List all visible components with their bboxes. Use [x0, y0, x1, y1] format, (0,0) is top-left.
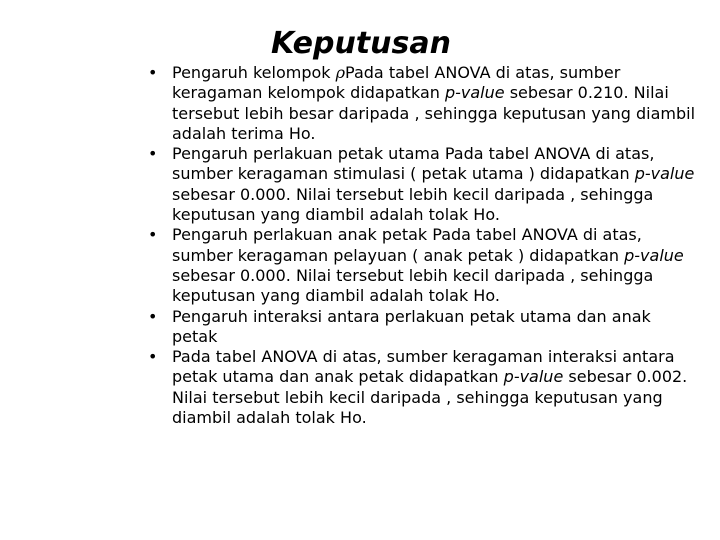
bullet-item: [140, 63, 700, 144]
bullet-item: [140, 225, 700, 306]
bullet-item: [140, 347, 700, 428]
bullet-item: [140, 144, 700, 225]
bullet-icon: •: [148, 306, 158, 326]
bullet-icon: •: [148, 63, 158, 82]
bullet-list: [140, 63, 700, 428]
bullet-text: Pada tabel ANOVA di atas, sumber keragaman kelompok didapatkan: [172, 63, 621, 103]
bullet-emphasis: p-value: [503, 367, 564, 387]
bullet-text: Pengaruh perlakuan anak petak Pada tabel ANOVA di atas, sumber keragaman pelayuan ( anak petak ) didapatkan: [172, 225, 642, 265]
bullet-emphasis: p-value: [624, 245, 684, 265]
bullet-text: sebesar 0.210. Nilai tersebut lebih besar daripada , sehingga keputusan yang diambil adalah terima Ho.: [172, 83, 696, 143]
bullet-emphasis: p-value: [634, 164, 695, 184]
bullet-icon: •: [148, 225, 158, 245]
bullet-icon: •: [148, 347, 158, 367]
bullet-text: Pada tabel ANOVA di atas, sumber keragaman interaksi antara petak utama dan anak petak didapatkan: [172, 347, 675, 387]
bullet-text: sebesar 0.000. Nilai tersebut lebih kecil daripada , sehingga keputusan yang diambil adalah tolak Ho.: [172, 184, 654, 225]
bullet-text: Pengaruh kelompok: [172, 63, 336, 82]
bullet-text: sebesar 0.002. Nilai tersebut lebih kecil daripada , sehingga keputusan yang diambil adalah tolak Ho.: [172, 367, 688, 428]
bullet-item: [140, 307, 700, 348]
bullet-emphasis: p-value: [444, 83, 505, 103]
bullet-text: Pengaruh perlakuan petak utama Pada tabel ANOVA di atas, sumber keragaman stimulasi ( petak utama ) didapatkan: [172, 144, 655, 184]
rho-symbol: ρ: [335, 63, 346, 82]
bullet-text: Pengaruh interaksi antara perlakuan petak utama dan anak petak: [172, 306, 651, 346]
bullet-icon: •: [148, 144, 158, 164]
bullet-text: sebesar 0.000. Nilai tersebut lebih kecil daripada , sehingga keputusan yang diambil adalah tolak Ho.: [172, 265, 654, 306]
slide-title: Keputusan: [271, 26, 451, 61]
